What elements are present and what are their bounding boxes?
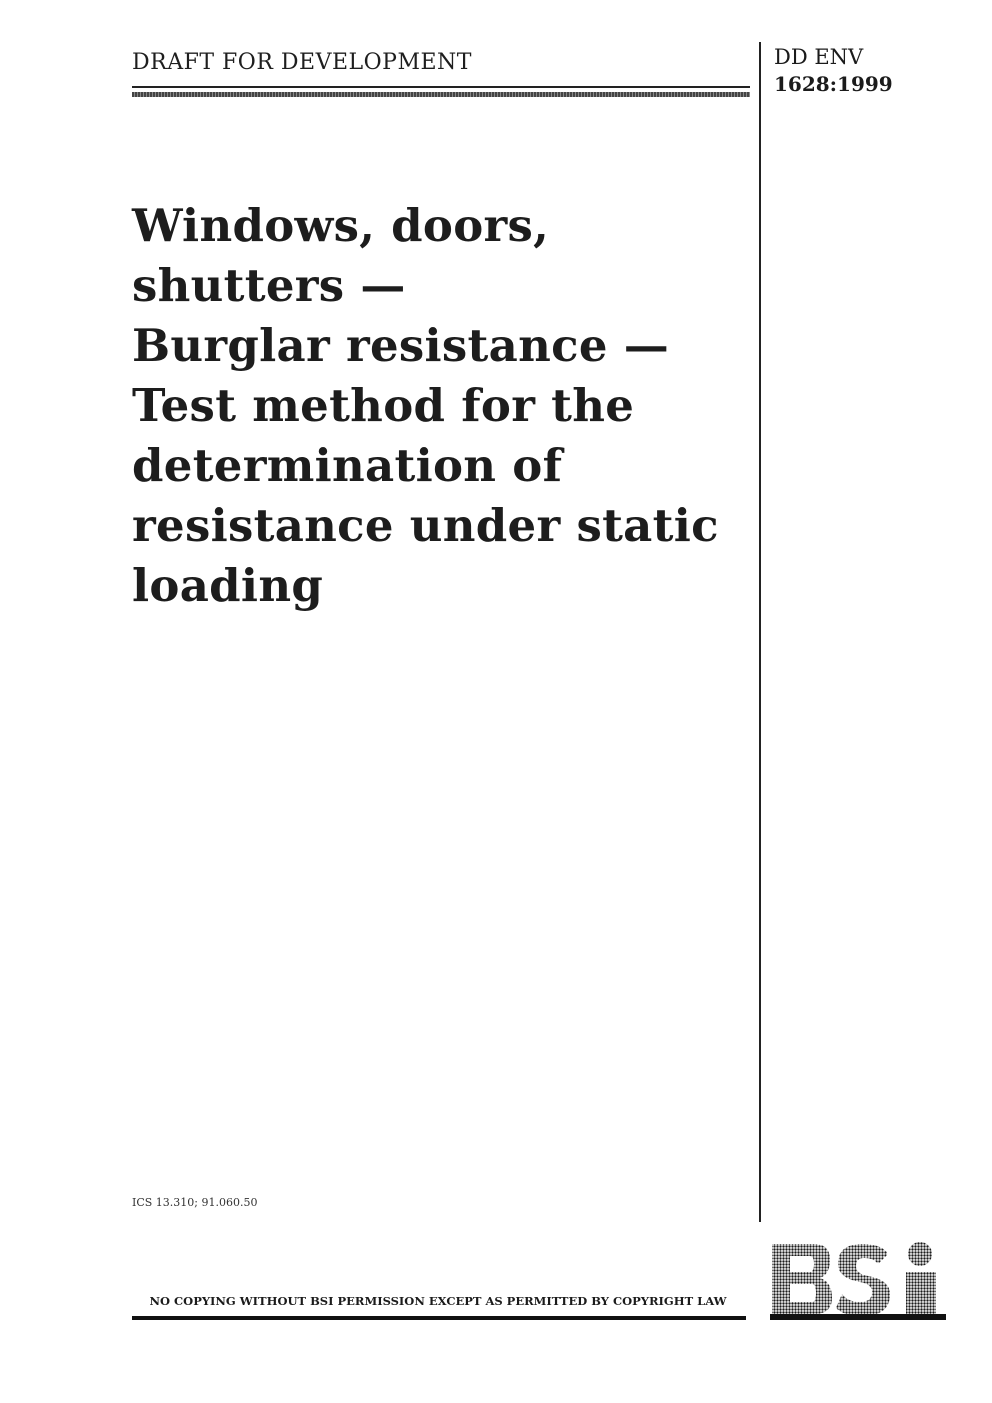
draft-label: DRAFT FOR DEVELOPMENT xyxy=(132,50,472,75)
header-rule xyxy=(132,86,750,88)
header-rule-shaded xyxy=(132,92,750,97)
copyright-notice: NO COPYING WITHOUT BSI PERMISSION EXCEPT AS PERMITTED BY COPYRIGHT LAW xyxy=(149,1294,727,1308)
vertical-divider xyxy=(759,42,761,1222)
title-line: Burglar resistance — xyxy=(132,319,670,372)
title-line: loading xyxy=(132,559,324,612)
title-line: shutters — xyxy=(132,259,406,312)
document-number-prefix: DD ENV xyxy=(774,45,864,69)
title-line: determination of xyxy=(132,439,563,492)
document-number xyxy=(774,44,893,98)
title-line: resistance under static xyxy=(132,499,719,552)
logo-underline xyxy=(770,1314,946,1320)
document-title xyxy=(132,196,747,616)
document-number-code: 1628:1999 xyxy=(774,72,893,96)
footer-rule xyxy=(132,1316,746,1320)
bsi-logo-icon xyxy=(770,1242,946,1322)
title-line: Windows, doors, xyxy=(132,199,550,252)
title-line: Test method for the xyxy=(132,379,635,432)
ics-code: ICS 13.310; 91.060.50 xyxy=(132,1196,258,1209)
